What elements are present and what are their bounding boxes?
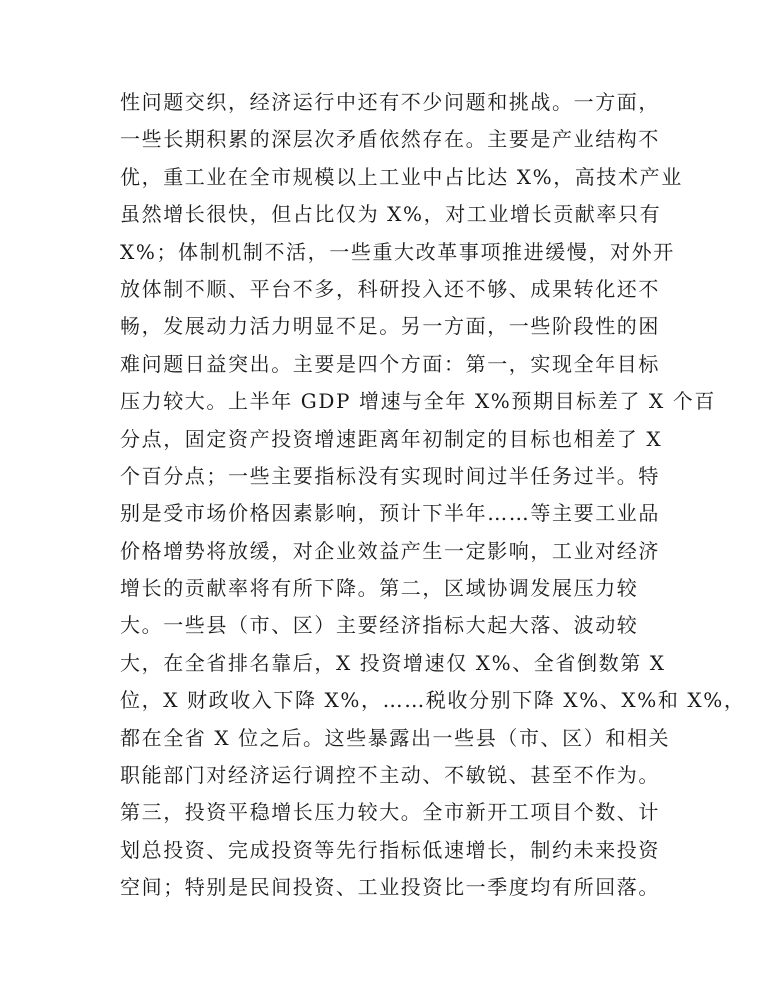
text-line: 大，在全省排名靠后，X 投资增速仅 X%、全省倒数第 X [120,650,666,675]
text-line: 划总投资、完成投资等先行指标低速增长，制约未来投资 [120,837,660,862]
text-line: 空间；特别是民间投资、工业投资比一季度均有所回落。 [120,875,660,900]
text-line: 职能部门对经济运行调控不主动、不敏锐、甚至不作为。 [120,763,660,788]
text-line: X%；体制机制不活，一些重大改革事项推进缓慢，对外开 [120,239,675,264]
text-line: 个百分点；一些主要指标没有实现时间过半任务过半。特 [120,463,660,488]
text-line: 性问题交织，经济运行中还有不少问题和挑战。一方面， [120,90,660,114]
text-line: 分点，固定资产投资增速距离年初制定的目标也相差了 X [120,426,663,451]
text-line: 位，X 财政收入下降 X%，……税收分别下降 X%、X%和 X%， [120,688,746,713]
text-line: 畅，发展动力活力明显不足。另一方面，一些阶段性的困 [120,314,660,339]
text-line: 都在全省 X 位之后。这些暴露出一些县（市、区）和相关 [120,725,671,750]
text-line: 压力较大。上半年 GDP 增速与全年 X%预期目标差了 X 个百 [120,389,716,414]
text-line: 虽然增长很快，但占比仅为 X%，对工业增长贡献率只有 [120,202,662,227]
text-line: 价格增势将放缓，对企业效益产生一定影响，工业对经济 [120,538,660,563]
body-paragraph [120,84,746,907]
text-line: 第三，投资平稳增长压力较大。全市新开工项目个数、计 [120,800,660,825]
text-line: 放体制不顺、平台不多，科研投入还不够、成果转化还不 [120,276,660,301]
text-line: 别是受市场价格因素影响，预计下半年……等主要工业品 [120,501,660,526]
text-line: 一些长期积累的深层次矛盾依然存在。主要是产业结构不 [120,127,660,152]
text-line: 大。一些县（市、区）主要经济指标大起大落、波动较 [120,613,639,638]
text-line: 增长的贡献率将有所下降。第二，区域协调发展压力较 [120,576,639,601]
text-line: 难问题日益突出。主要是四个方面：第一，实现全年目标 [120,351,660,376]
text-line: 优，重工业在全市规模以上工业中占比达 X%，高技术产业 [120,164,683,189]
